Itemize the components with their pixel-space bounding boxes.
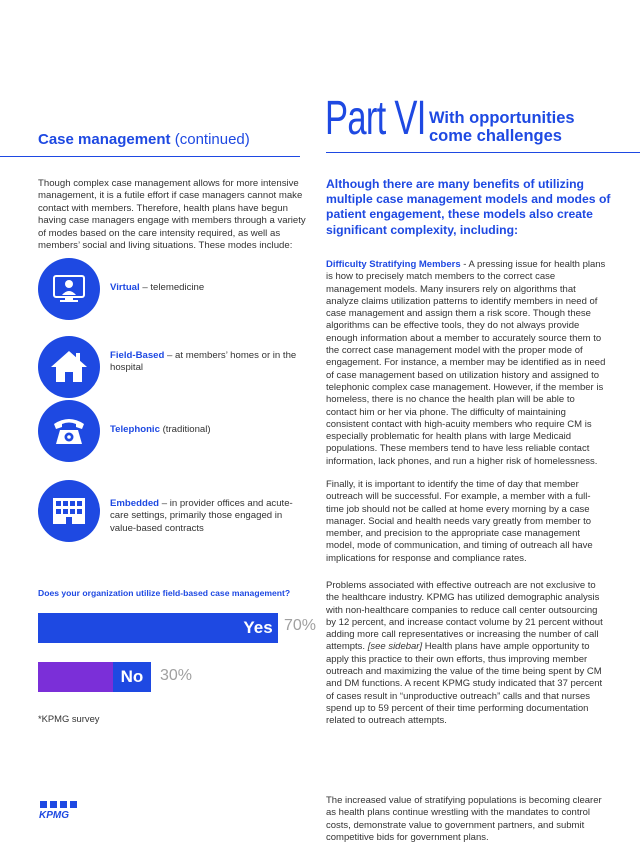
mode-virtual-text: Virtual – telemedicine	[110, 282, 205, 293]
paragraph-outreach: Problems associated with effective outreach are not exclusive to the healthcare industry. KPMG has utilized demographic analysis with non-healthcare companies to reduce call center outsourcing by 12 percent, and increase contact volume by 21 percent without adding more call representatives or increasing the number of call attempts. [see sidebar] Health plans have ample opportunity to apply this practice to their own efforts, thus improving member outreach and maximizing the value of the time being spent by CM and DM functions. A recent KPMG study indicated that 37 percent of cases result in “unproductive outreach” calls and that nurses spend up to 59 percent of their time performing documentation related to outreach attempts.	[326, 580, 603, 727]
mode-virtual	[38, 258, 308, 322]
divider-right	[326, 152, 640, 153]
telemedicine-icon	[38, 258, 100, 320]
kpmg-logo	[38, 800, 80, 820]
survey-question: Does your organization utilize field-based case management?	[38, 588, 291, 598]
no-label: No	[113, 662, 151, 692]
yes-label: Yes	[238, 613, 278, 643]
yes-percent: 70%	[284, 617, 317, 634]
mode-field-based-text: Field-Based – at members’ homes or in the hospital	[110, 350, 297, 374]
mode-embedded	[38, 480, 308, 544]
footnote: *KPMG survey	[38, 713, 100, 724]
section-title: Case management (continued)	[38, 131, 250, 148]
yes-bar	[38, 613, 278, 643]
mode-telephonic	[38, 400, 308, 464]
part-title: With opportunities come challenges	[429, 109, 575, 145]
paragraph-stratifying: Difficulty Stratifying Members - A pressing issue for health plans is how to precisely match members to the correct case management models. Many insurers rely on algorithms that analyze claims utilization patterns to identify members in need of case management and assign them a risk score. Though these algorithms can be effective tools, they do not always provide enough information about a member to accurately source them to the correct case management model with the proper mode of engagement. For instance, a member may be identified as in need of case management based on utilization history and assigned to telephonic complex case management. However, if the member is homeless, there is no chance the health plan will be able to contact him or her via phone. The difficulty of maintaining consistent contact with high-acuity members who require CM is especially problematic for health plans with large Medicaid populations. These members tend to have less reliable contact information, lack phones, and run a higher risk of homelessness.	[326, 259, 606, 467]
house-icon	[38, 336, 100, 398]
paragraph-timing: Finally, it is important to identify the time of day that member outreach will be successful. For example, a member with a full-time job should not be called at home every morning by a case manager. Social and health needs vary greatly from member to member, and precision to the appropriate case management model, mode of communication, and timing of outreach all have implications for response and compliance rates.	[326, 479, 593, 564]
mode-embedded-text: Embedded – in provider offices and acute-care settings, primarily those engaged in value-based contracts	[110, 498, 293, 534]
divider-left	[0, 156, 300, 157]
no-percent: 30%	[160, 667, 193, 684]
mode-field-based	[38, 336, 308, 400]
telephone-icon	[38, 400, 100, 462]
mode-telephonic-text: Telephonic (traditional)	[110, 424, 211, 435]
intro-paragraph: Though complex case management allows for more intensive management, it is a futile effort if case managers cannot make contact with members. Therefore, health plans have begun having case managers engage with members through a variety of modes based on the care intensity required, as well as members’ social and living situations. These modes include:	[38, 178, 306, 252]
svg-text:KPMG: KPMG	[39, 810, 69, 821]
lead-paragraph: Although there are many benefits of utilizing multiple case management models and modes of patient engagement, these models also create significant complexity, including:	[326, 177, 611, 237]
part-label: Part VI	[325, 92, 426, 145]
building-icon	[38, 480, 100, 542]
paragraph-value: The increased value of stratifying populations is becoming clearer as health plans continue wrestling with the mandates to control costs, demonstrate value to government partners, and submit competitive bids for government plans.	[326, 795, 602, 843]
